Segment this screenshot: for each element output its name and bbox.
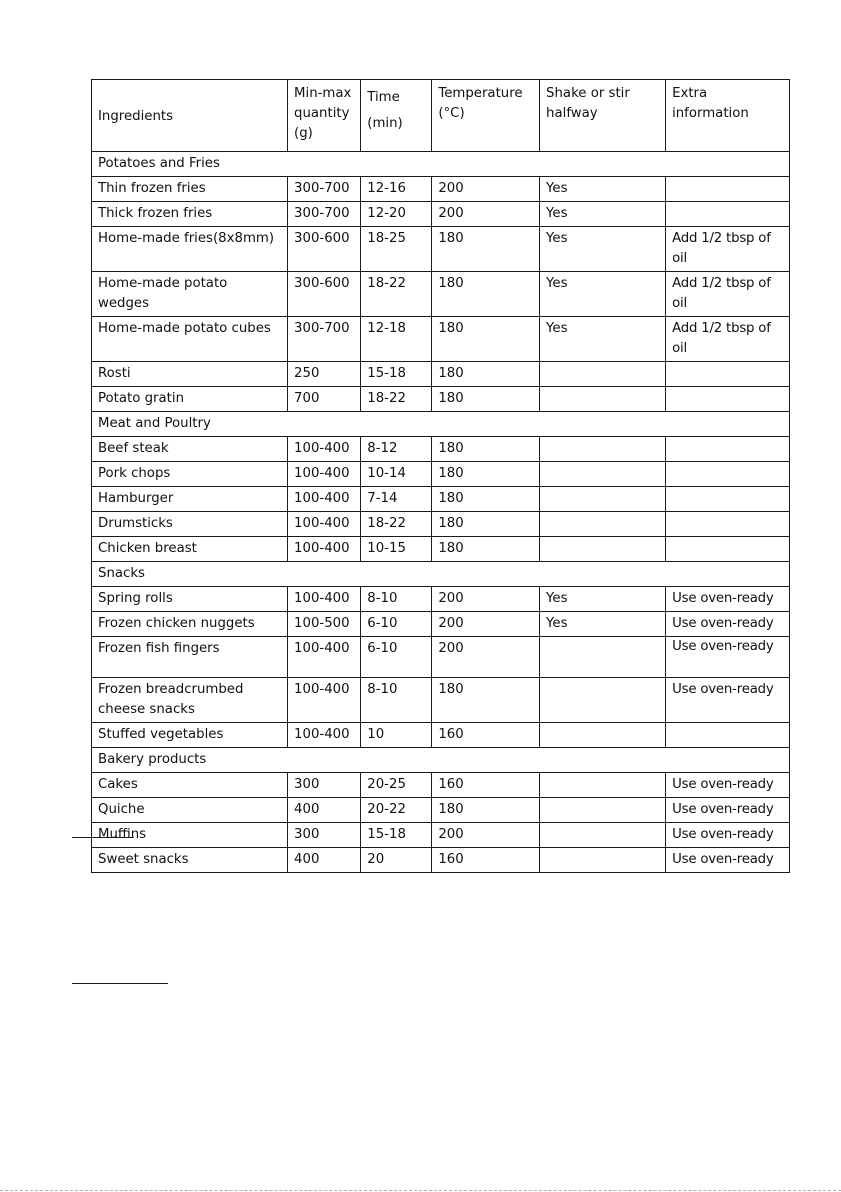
table-row [92, 773, 790, 798]
cell-extra [666, 462, 790, 487]
table-row [92, 587, 790, 612]
cell-time: 7-14 [361, 487, 432, 512]
cell-quantity: 100-400 [288, 637, 361, 678]
header-temperature-line2: (°C) [438, 106, 465, 121]
table-row [92, 823, 790, 848]
cell-quantity: 300 [288, 823, 361, 848]
table-row [92, 387, 790, 412]
cell-extra: Use oven-ready [666, 773, 790, 798]
cell-time: 20-25 [361, 773, 432, 798]
cell-ingredient: Pork chops [92, 462, 288, 487]
cell-ingredient: Muffins [92, 823, 288, 848]
cell-temperature: 180 [432, 537, 540, 562]
cell-temperature: 160 [432, 773, 540, 798]
table-row [92, 487, 790, 512]
header-time-line1: Time [367, 90, 400, 105]
table-row [92, 462, 790, 487]
cell-extra: Use oven-ready [666, 798, 790, 823]
cell-ingredient: Beef steak [92, 437, 288, 462]
table-row [92, 512, 790, 537]
cell-ingredient: Potato gratin [92, 387, 288, 412]
table-row [92, 723, 790, 748]
cell-quantity: 300-600 [288, 227, 361, 272]
table-row [92, 637, 790, 678]
cell-quantity: 300 [288, 773, 361, 798]
cell-quantity: 100-400 [288, 487, 361, 512]
cell-ingredient: Spring rolls [92, 587, 288, 612]
cell-extra: Add 1/2 tbsp of oil [666, 272, 790, 317]
header-temperature [432, 80, 540, 152]
cell-quantity: 300-600 [288, 272, 361, 317]
cell-shake: Yes [540, 612, 666, 637]
header-extra-line1: Extra [672, 86, 708, 101]
cell-shake [540, 487, 666, 512]
cell-shake [540, 362, 666, 387]
table-row [92, 202, 790, 227]
cell-time: 18-22 [361, 272, 432, 317]
cell-shake [540, 848, 666, 873]
section-row [92, 152, 790, 177]
cell-time: 8-10 [361, 678, 432, 723]
cell-temperature: 180 [432, 512, 540, 537]
section-title: Snacks [92, 562, 790, 587]
table-row [92, 317, 790, 362]
section-title: Meat and Poultry [92, 412, 790, 437]
cell-temperature: 180 [432, 272, 540, 317]
footnote-rule-1 [72, 837, 134, 838]
cell-time: 18-22 [361, 512, 432, 537]
cell-time: 20-22 [361, 798, 432, 823]
cell-quantity: 100-400 [288, 678, 361, 723]
header-temperature-line1: Temperature [438, 86, 523, 101]
cooking-table [91, 79, 790, 873]
cell-quantity: 100-400 [288, 587, 361, 612]
cell-temperature: 200 [432, 587, 540, 612]
section-row [92, 562, 790, 587]
section-title: Potatoes and Fries [92, 152, 790, 177]
cell-extra: Add 1/2 tbsp of oil [666, 227, 790, 272]
header-time-line2: (min) [367, 116, 403, 131]
cell-ingredient: Home-made potato wedges [92, 272, 288, 317]
cell-temperature: 200 [432, 177, 540, 202]
cell-extra: Use oven-ready [666, 587, 790, 612]
cell-shake [540, 773, 666, 798]
cell-time: 12-16 [361, 177, 432, 202]
table-row [92, 678, 790, 723]
cell-quantity: 400 [288, 798, 361, 823]
cell-quantity: 100-400 [288, 462, 361, 487]
cell-shake [540, 437, 666, 462]
cell-quantity: 300-700 [288, 177, 361, 202]
table-row [92, 362, 790, 387]
header-quantity-line2: quantity [294, 106, 350, 121]
cell-quantity: 400 [288, 848, 361, 873]
header-time [361, 80, 432, 152]
cell-quantity: 100-400 [288, 512, 361, 537]
cell-time: 15-18 [361, 362, 432, 387]
table-row [92, 848, 790, 873]
cell-ingredient: Cakes [92, 773, 288, 798]
section-row [92, 748, 790, 773]
cell-ingredient: Frozen breadcrumbed cheese snacks [92, 678, 288, 723]
table-row [92, 272, 790, 317]
cell-extra: Use oven-ready [666, 637, 790, 678]
cell-temperature: 200 [432, 823, 540, 848]
cell-time: 6-10 [361, 637, 432, 678]
cell-time: 8-10 [361, 587, 432, 612]
table-row [92, 537, 790, 562]
cell-extra [666, 487, 790, 512]
cell-temperature: 180 [432, 487, 540, 512]
cell-temperature: 160 [432, 848, 540, 873]
cell-quantity: 100-400 [288, 723, 361, 748]
cell-shake [540, 678, 666, 723]
cell-extra: Add 1/2 tbsp of oil [666, 317, 790, 362]
cell-extra: Use oven-ready [666, 678, 790, 723]
cell-quantity: 300-700 [288, 202, 361, 227]
cell-extra [666, 512, 790, 537]
header-shake-line1: Shake or stir [546, 86, 630, 101]
cell-ingredient: Chicken breast [92, 537, 288, 562]
header-quantity-line1: Min-max [294, 86, 352, 101]
header-shake [540, 80, 666, 152]
cell-shake: Yes [540, 272, 666, 317]
cell-extra: Use oven-ready [666, 848, 790, 873]
cell-ingredient: Thick frozen fries [92, 202, 288, 227]
cell-temperature: 180 [432, 227, 540, 272]
cell-temperature: 180 [432, 462, 540, 487]
cell-time: 12-20 [361, 202, 432, 227]
cell-temperature: 180 [432, 798, 540, 823]
header-ingredients-text: Ingredients [98, 108, 174, 124]
cell-time: 18-22 [361, 387, 432, 412]
table-row [92, 227, 790, 272]
cell-quantity: 700 [288, 387, 361, 412]
cell-quantity: 100-400 [288, 437, 361, 462]
cell-time: 15-18 [361, 823, 432, 848]
cell-quantity: 250 [288, 362, 361, 387]
cell-ingredient: Stuffed vegetables [92, 723, 288, 748]
cell-ingredient: Drumsticks [92, 512, 288, 537]
header-extra [666, 80, 790, 152]
cell-ingredient: Rosti [92, 362, 288, 387]
cell-temperature: 200 [432, 637, 540, 678]
cell-temperature: 200 [432, 202, 540, 227]
cell-quantity: 300-700 [288, 317, 361, 362]
section-title: Bakery products [92, 748, 790, 773]
header-quantity [288, 80, 361, 152]
cell-ingredient: Sweet snacks [92, 848, 288, 873]
cell-shake: Yes [540, 587, 666, 612]
table-row [92, 612, 790, 637]
cell-time: 18-25 [361, 227, 432, 272]
cell-shake: Yes [540, 317, 666, 362]
table-body [92, 152, 790, 873]
cell-extra [666, 202, 790, 227]
table-row [92, 177, 790, 202]
cell-time: 10 [361, 723, 432, 748]
cell-time: 10-14 [361, 462, 432, 487]
section-row [92, 412, 790, 437]
cell-temperature: 160 [432, 723, 540, 748]
cell-ingredient: Quiche [92, 798, 288, 823]
cell-temperature: 180 [432, 362, 540, 387]
header-extra-line2: information [672, 106, 749, 121]
cell-ingredient: Thin frozen fries [92, 177, 288, 202]
cell-quantity: 100-400 [288, 537, 361, 562]
cell-ingredient: Home-made potato cubes [92, 317, 288, 362]
cell-extra: Use oven-ready [666, 823, 790, 848]
cell-time: 8-12 [361, 437, 432, 462]
cell-ingredient: Frozen chicken nuggets [92, 612, 288, 637]
cell-shake [540, 637, 666, 678]
cell-extra [666, 437, 790, 462]
cell-shake [540, 387, 666, 412]
cell-shake: Yes [540, 227, 666, 272]
cell-quantity: 100-500 [288, 612, 361, 637]
cell-shake [540, 512, 666, 537]
cell-temperature: 180 [432, 387, 540, 412]
cell-shake [540, 723, 666, 748]
cell-time: 20 [361, 848, 432, 873]
cell-shake [540, 798, 666, 823]
table-header-row [92, 80, 790, 152]
cell-extra [666, 387, 790, 412]
cell-temperature: 180 [432, 678, 540, 723]
table-row [92, 437, 790, 462]
header-quantity-line3: (g) [294, 126, 313, 141]
cell-time: 12-18 [361, 317, 432, 362]
table-row [92, 798, 790, 823]
cell-shake [540, 462, 666, 487]
cell-shake [540, 537, 666, 562]
cell-extra [666, 537, 790, 562]
cell-temperature: 180 [432, 317, 540, 362]
cell-temperature: 180 [432, 437, 540, 462]
cell-extra [666, 723, 790, 748]
cell-ingredient: Home-made fries(8x8mm) [92, 227, 288, 272]
cell-extra [666, 362, 790, 387]
cell-shake: Yes [540, 177, 666, 202]
cell-extra [666, 177, 790, 202]
cell-ingredient: Hamburger [92, 487, 288, 512]
page-edge-line [0, 1190, 841, 1191]
header-ingredients [92, 80, 288, 152]
header-shake-line2: halfway [546, 106, 598, 121]
cell-temperature: 200 [432, 612, 540, 637]
footnote-rule-2 [72, 983, 168, 984]
cell-time: 10-15 [361, 537, 432, 562]
cell-time: 6-10 [361, 612, 432, 637]
cell-extra: Use oven-ready [666, 612, 790, 637]
cell-shake [540, 823, 666, 848]
cell-ingredient: Frozen fish fingers [92, 637, 288, 678]
cell-shake: Yes [540, 202, 666, 227]
